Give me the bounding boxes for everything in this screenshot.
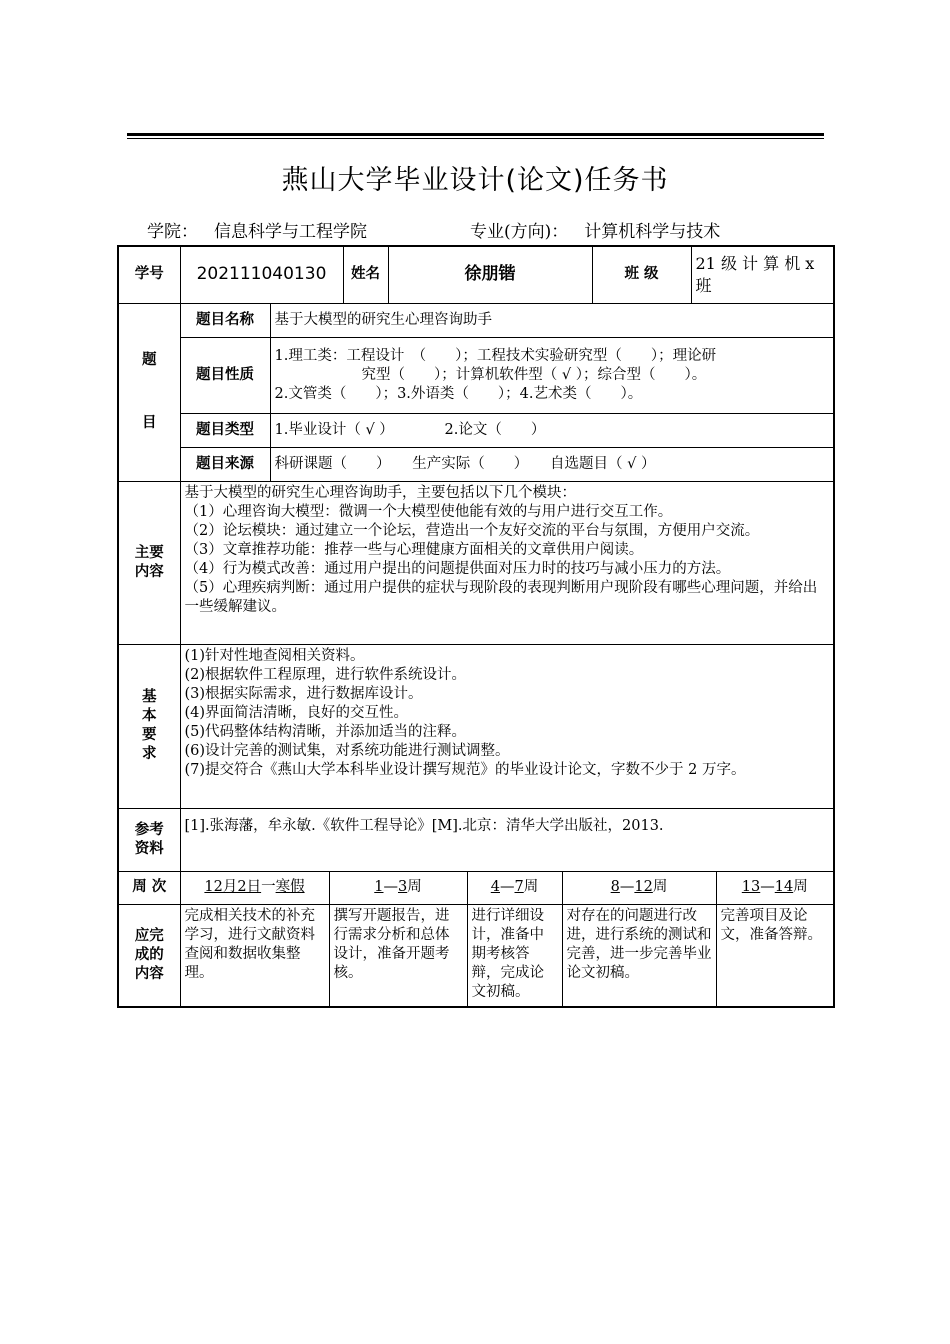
topic-label-spacer xyxy=(123,370,176,414)
header-rule-thin xyxy=(127,138,824,139)
main-content-line: （2）论坛模块：通过建立一个论坛，营造出一个友好交流的平台与氛围，方便用户交流。 xyxy=(184,522,760,539)
requirement-line: (3)根据实际需求，进行数据库设计。 xyxy=(184,685,423,702)
requirements-label-4: 求 xyxy=(142,746,157,762)
requirements-body xyxy=(180,644,834,808)
major-line xyxy=(470,217,720,242)
period-end: 14 xyxy=(774,879,794,895)
topic-label-char-2: 目 xyxy=(142,415,157,431)
main-content-line: （5）心理疾病判断：通过用户提供的症状与现阶段的表现判断用户现阶段有哪些心理问题，并给出一些缓解建议。 xyxy=(184,579,818,615)
main-content-line: （3）文章推荐功能：推荐一些与心理健康方面相关的文章供用户阅读。 xyxy=(184,541,644,558)
references-label xyxy=(118,808,180,871)
student-id-label: 学号 xyxy=(118,246,180,303)
requirements-label-1: 基 xyxy=(142,689,157,705)
requirements-label-2: 本 xyxy=(142,708,157,724)
task-cell: 对存在的问题进行改进，进行系统的测试和完善，进一步完善毕业论文初稿。 xyxy=(562,904,716,1007)
topic-label-char-1: 题 xyxy=(142,352,157,368)
main-content-line: （4）行为模式改善：通过用户提出的问题提供面对压力时的技巧与减小压力的方法。 xyxy=(184,560,731,577)
period-cell xyxy=(467,871,562,904)
major-label: 专业(方向)： xyxy=(470,222,569,242)
student-name-label: 姓名 xyxy=(343,246,388,303)
topic-name-label: 题目名称 xyxy=(180,303,270,337)
period-start: 4 xyxy=(490,879,500,895)
student-name-value: 徐朋锴 xyxy=(388,246,592,303)
task-cell: 完善项目及论文，准备答辩。 xyxy=(716,904,834,1007)
period-end: 7 xyxy=(514,879,524,895)
period-start: 13 xyxy=(741,879,761,895)
requirements-label-3: 要 xyxy=(142,727,157,743)
task-cell: 完成相关技术的补充学习，进行文献资料查阅和数据收集整理。 xyxy=(180,904,329,1007)
topic-source-label: 题目来源 xyxy=(180,447,270,481)
topic-source-value: 科研课题（ ） 生产实际（ ） 自选题目（ √ ） xyxy=(270,447,834,481)
period-start: 8 xyxy=(610,879,620,895)
references-label-1: 参考 xyxy=(134,821,164,838)
main-content-line: 基于大模型的研究生心理咨询助手，主要包括以下几个模块： xyxy=(184,484,576,501)
period-unit: 周 xyxy=(523,879,539,895)
requirement-line: (7)提交符合《燕山大学本科毕业设计撰写规范》的毕业设计论文，字数不少于 2 万字。 xyxy=(184,761,746,778)
tasks-label xyxy=(118,904,180,1007)
requirement-line: (5)代码整体结构清晰，并添加适当的注释。 xyxy=(184,723,467,740)
tasks-label-2: 成的 xyxy=(134,946,164,963)
task-table xyxy=(117,245,835,1008)
college-value: 信息科学与工程学院 xyxy=(214,222,367,242)
main-content-label-1: 主要 xyxy=(134,544,164,561)
period-unit: 周 xyxy=(793,879,808,895)
requirement-line: (1)针对性地查阅相关资料。 xyxy=(184,647,365,664)
tasks-label-3: 内容 xyxy=(134,965,164,982)
topic-nature-value xyxy=(270,337,834,413)
period-start: 12月2日 xyxy=(204,879,262,895)
class-value: 21 级 计 算 机 x 班 xyxy=(691,246,834,303)
period-sep: — xyxy=(619,879,635,895)
header-rule-thick xyxy=(127,133,824,136)
college-label: 学院： xyxy=(147,222,198,242)
main-content-label-2: 内容 xyxy=(134,563,164,580)
topic-nature-line-1: 1.理工类：工程设计 （ ）；工程技术实验研究型（ ）；理论研 xyxy=(274,347,717,364)
student-id-value: 202111040130 xyxy=(180,246,343,303)
class-label: 班 级 xyxy=(592,246,691,303)
week-label: 周 次 xyxy=(118,871,180,904)
period-end: 3 xyxy=(398,879,408,895)
period-end: 12 xyxy=(634,879,653,895)
period-sep: 一 xyxy=(261,879,276,895)
college-line xyxy=(147,217,367,242)
major-value: 计算机科学与技术 xyxy=(584,222,721,242)
period-cell xyxy=(180,871,329,904)
period-unit: 周 xyxy=(652,879,668,895)
main-content-body xyxy=(180,481,834,644)
topic-name-value: 基于大模型的研究生心理咨询助手 xyxy=(270,303,834,337)
period-unit: 周 xyxy=(407,879,422,895)
period-sep: — xyxy=(383,879,398,895)
topic-type-label: 题目类型 xyxy=(180,413,270,447)
task-cell: 撰写开题报告，进行需求分析和总体设计，准备开题考核。 xyxy=(329,904,467,1007)
period-cell xyxy=(562,871,716,904)
topic-nature-line-2: 究型（ ）；计算机软件型（ √ ）；综合型（ ）。 xyxy=(361,366,707,383)
document-title: 燕山大学毕业设计(论文)任务书 xyxy=(281,165,669,196)
main-content-label xyxy=(118,481,180,644)
topic-nature-label: 题目性质 xyxy=(180,337,270,413)
topic-nature-line-3: 2.文管类（ ）；3.外语类（ ）；4.艺术类（ ）。 xyxy=(274,385,643,402)
period-sep: — xyxy=(760,879,775,895)
requirement-line: (2)根据软件工程原理，进行软件系统设计。 xyxy=(184,666,467,683)
topic-section-label xyxy=(118,303,180,481)
references-body: [1].张海藩，牟永敏.《软件工程导论》[M].北京：清华大学出版社，2013. xyxy=(180,808,834,871)
task-cell: 进行详细设计，准备中期考核答辩，完成论文初稿。 xyxy=(467,904,562,1007)
main-content-line: （1）心理咨询大模型：微调一个大模型使他能有效的与用户进行交互工作。 xyxy=(184,503,673,520)
tasks-label-1: 应完 xyxy=(134,927,164,944)
requirement-line: (4)界面简洁清晰，良好的交互性。 xyxy=(184,704,409,721)
topic-type-value: 1.毕业设计（ √ ） 2.论文（ ） xyxy=(270,413,834,447)
period-cell xyxy=(329,871,467,904)
requirements-label xyxy=(118,644,180,808)
period-sep: — xyxy=(500,879,515,895)
period-cell xyxy=(716,871,834,904)
requirement-line: (6)设计完善的测试集，对系统功能进行测试调整。 xyxy=(184,742,510,759)
period-end: 寒假 xyxy=(275,879,305,895)
references-label-2: 资料 xyxy=(134,840,164,857)
period-start: 1 xyxy=(374,879,384,895)
